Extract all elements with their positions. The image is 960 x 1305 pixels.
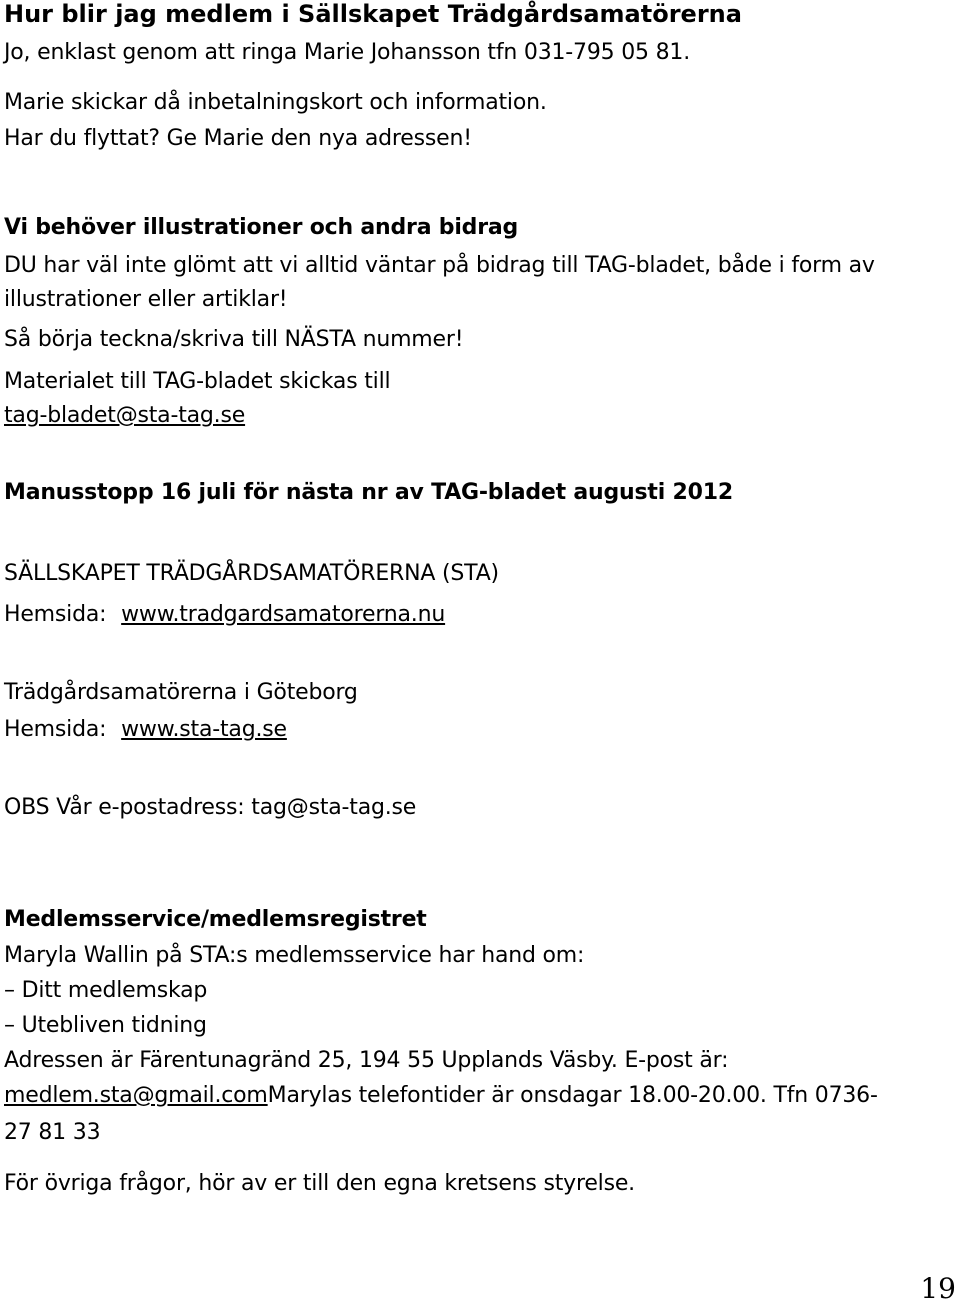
member-service-phone-cont: 27 81 33 xyxy=(4,1120,101,1145)
member-service-phone-text: Marylas telefontider är onsdagar 18.00-20.00. Tfn 0736- xyxy=(267,1083,878,1108)
deadline-notice: Manusstopp 16 juli för nästa nr av TAG-bladet augusti 2012 xyxy=(4,480,733,505)
gothenburg-email-notice: OBS Vår e-postadress: tag@sta-tag.se xyxy=(4,795,417,820)
member-service-email-link[interactable]: medlem.sta@gmail.com xyxy=(4,1083,268,1108)
contributions-heading: Vi behöver illustrationer och andra bidrag xyxy=(4,215,519,240)
membership-line-1: Jo, enklast genom att ringa Marie Johansson tfn 031-795 05 81. xyxy=(4,40,691,65)
contributions-line-4: Materialet till TAG-bladet skickas till xyxy=(4,369,391,394)
gothenburg-homepage-label: Hemsida: xyxy=(4,717,114,742)
member-service-contact-line xyxy=(4,1083,878,1109)
contributions-email[interactable]: tag-bladet@sta-tag.se xyxy=(4,403,246,428)
member-service-address: Adressen är Färentunagränd 25, 194 55 Upplands Väsby. E-post är: xyxy=(4,1048,729,1073)
contributions-email-link[interactable] xyxy=(4,403,245,429)
gothenburg-name: Trädgårdsamatörerna i Göteborg xyxy=(4,680,358,705)
society-homepage-link[interactable]: www.tradgardsamatorerna.nu xyxy=(121,602,446,627)
membership-heading: Hur blir jag medlem i Sällskapet Trädgårdsamatörerna xyxy=(4,0,742,28)
member-service-item: – Ditt medlemskap xyxy=(4,978,208,1003)
gothenburg-homepage-link[interactable]: www.sta-tag.se xyxy=(121,717,287,742)
membership-line-3: Har du flyttat? Ge Marie den nya adressen! xyxy=(4,126,472,151)
contributions-line-3: Så börja teckna/skriva till NÄSTA nummer! xyxy=(4,327,464,352)
member-service-intro: Maryla Wallin på STA:s medlemsservice har hand om: xyxy=(4,943,585,968)
society-homepage xyxy=(4,602,445,628)
society-homepage-label: Hemsida: xyxy=(4,602,114,627)
contributions-line-1: DU har väl inte glömt att vi alltid väntar på bidrag till TAG-bladet, både i form av xyxy=(4,253,875,278)
society-name: SÄLLSKAPET TRÄDGÅRDSAMATÖRERNA (STA) xyxy=(4,561,499,586)
member-service-heading: Medlemsservice/medlemsregistret xyxy=(4,907,427,932)
gothenburg-homepage xyxy=(4,717,287,743)
page-number: 19 xyxy=(920,1272,956,1305)
member-service-item: – Utebliven tidning xyxy=(4,1013,207,1038)
member-service-closing: För övriga frågor, hör av er till den egna kretsens styrelse. xyxy=(4,1171,635,1196)
contributions-line-2: illustrationer eller artiklar! xyxy=(4,287,288,312)
membership-line-2: Marie skickar då inbetalningskort och information. xyxy=(4,90,547,115)
